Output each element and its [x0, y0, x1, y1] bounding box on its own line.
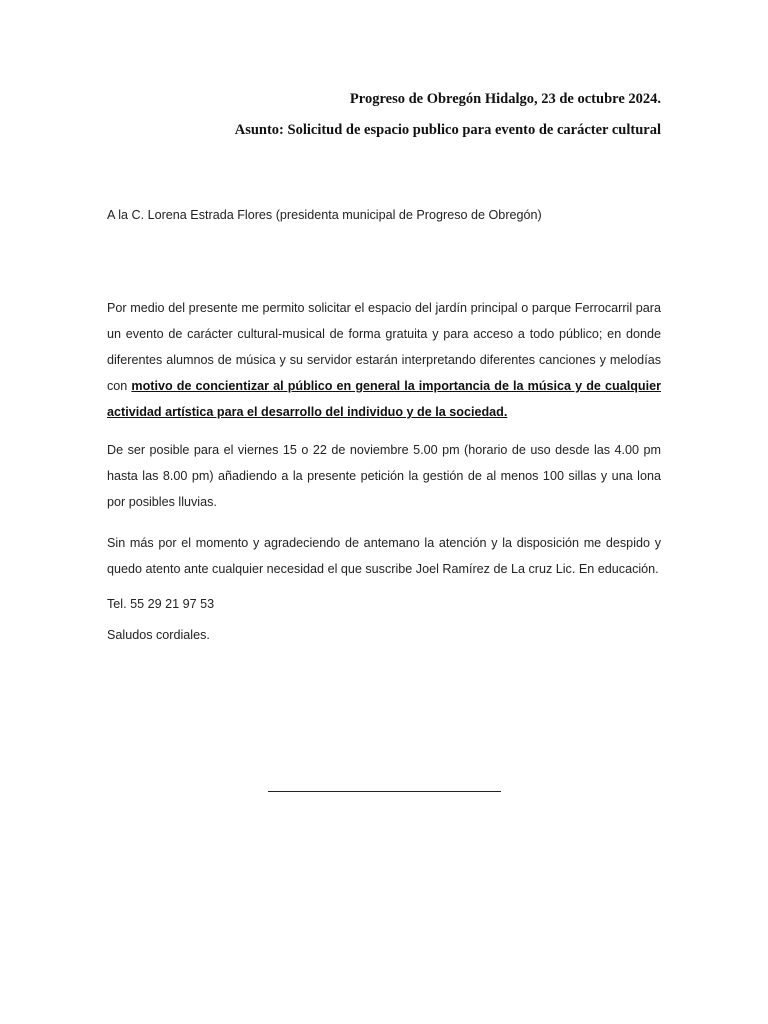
- request-text: Por medio del presente me permito solicitar el espacio del jardín principal o parque Ferrocarril para un evento de carácter cultural-musical de forma gratuita y para acceso a todo público; en donde diferentes alumnos de música y su servidor estarán interpretando diferentes canciones y melodías con: [107, 301, 661, 393]
- date-line: Progreso de Obregón Hidalgo, 23 de octubre 2024.: [349, 91, 661, 107]
- purpose-emphasis: motivo de concientizar al público en general la importancia de la música y de cualquier actividad artística para el desarrollo del individuo y de la sociedad.: [107, 379, 661, 419]
- signature-line: [268, 791, 501, 792]
- recipient-line: A la C. Lorena Estrada Flores (presidenta municipal de Progreso de Obregón): [107, 208, 542, 222]
- closing-line: Saludos cordiales.: [107, 628, 210, 642]
- schedule-paragraph: De ser posible para el viernes 15 o 22 de noviembre 5.00 pm (horario de uso desde las 4.00 pm hasta las 8.00 pm) añadiendo a la presente petición la gestión de al menos 100 sillas y una lona por posibles lluvias.: [107, 443, 661, 509]
- phone-line: Tel. 55 29 21 97 53: [107, 597, 215, 611]
- subject-line: Asunto: Solicitud de espacio publico para evento de carácter cultural: [234, 122, 661, 138]
- farewell-paragraph: Sin más por el momento y agradeciendo de antemano la atención y la disposición me despido y quedo atento ante cualquier necesidad el que suscribe Joel Ramírez de La cruz Lic. En educación.: [107, 536, 661, 576]
- request-paragraph: [107, 295, 661, 425]
